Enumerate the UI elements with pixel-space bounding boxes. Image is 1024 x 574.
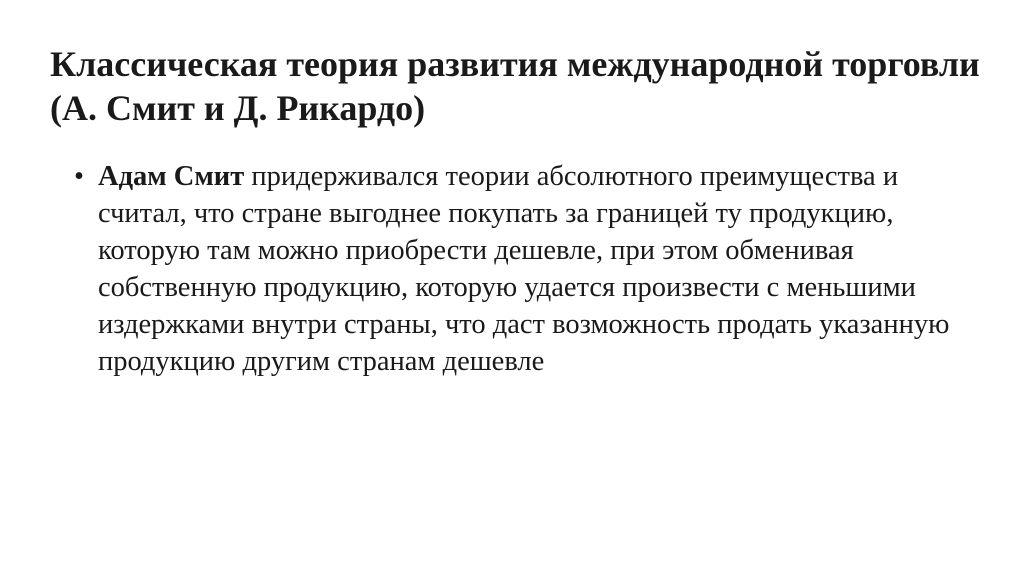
bullet-marker: • (74, 161, 84, 192)
bullet-body-text: придерживался теории абсолютного преимущества и считал, что стране выгоднее покупать за границей ту продукцию, которую там можно приобрести дешевле, при этом обменивая собственную продукцию, которую удается произвести с меньшими издержками внутри страны, что даст возможность продать указанную продукцию другим странам дешевле (98, 161, 950, 377)
bullet-lead-text: Адам Смит (98, 161, 245, 192)
bullet-list (74, 158, 954, 380)
bullet-item (74, 158, 954, 380)
slide-title: Классическая теория развития международной торговли (А. Смит и Д. Рикардо) (50, 44, 980, 128)
